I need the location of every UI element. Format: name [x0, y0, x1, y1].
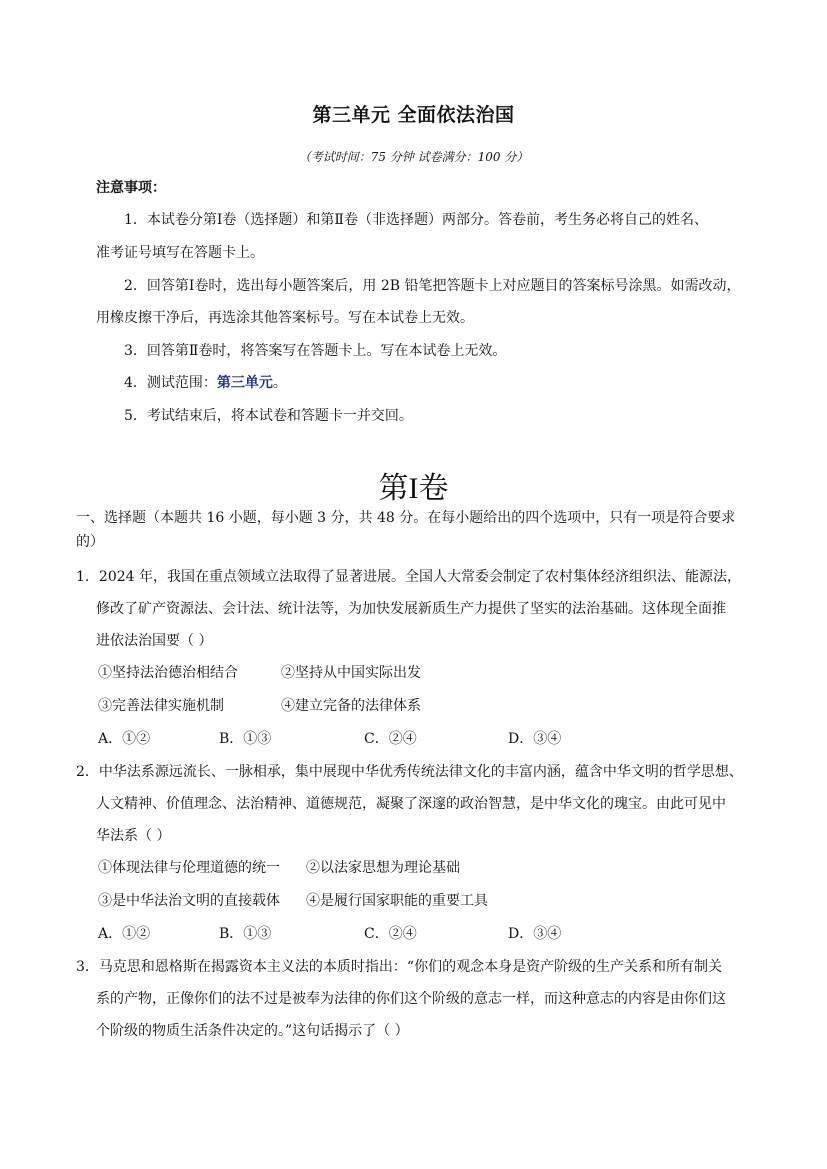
- q1-statement-3: ③完善法律实施机制: [98, 698, 224, 714]
- q2-stem-c: 华法系（ ）: [96, 828, 171, 844]
- notice-item-4-suffix: 。: [272, 375, 287, 391]
- test-scope: 第三单元: [216, 375, 273, 391]
- notice-heading: 注意事项：: [96, 180, 166, 196]
- q1-option-b: B．①③: [219, 731, 272, 747]
- notice-item-4: [124, 373, 287, 393]
- page-title: 第三单元 全面依法治国: [312, 104, 515, 126]
- section-heading-a: 一、选择题（本题共 16 小题，每小题 3 分，共 48 分。在每小题给出的四个选项中，只有一项是符合要求: [76, 510, 736, 526]
- q1-statement-2: ②坚持从中国实际出发: [281, 665, 421, 681]
- q2-statement-2: ②以法家思想为理论基础: [306, 860, 460, 876]
- q1-statement-4: ④建立完备的法律体系: [281, 698, 421, 714]
- q3-stem-a: 3．马克思和恩格斯在揭露资本主义法的本质时指出：“你们的观念本身是资产阶级的生产关系和所有制关: [76, 959, 723, 975]
- exam-info: （考试时间：75 分钟 试卷满分：100 分）: [298, 150, 529, 164]
- q1-stem-b: 修改了矿产资源法、会计法、统计法等，为加快发展新质生产力提供了坚实的法治基础。这体现全面推: [96, 601, 726, 617]
- notice-item-1b: 准考证号填写在答题卡上。: [96, 245, 264, 261]
- q2-statement-3: ③是中华法治文明的直接载体: [98, 893, 280, 909]
- q1-stem-c: 进依法治国要（ ）: [96, 633, 213, 649]
- q1-statement-1: ①坚持法治德治相结合: [98, 665, 238, 681]
- notice-item-3: 3．回答第Ⅱ卷时，将答案写在答题卡上。写在本试卷上无效。: [124, 343, 507, 359]
- q1-option-d: D．③④: [508, 731, 562, 747]
- notice-item-1a: 1．本试卷分第Ⅰ卷（选择题）和第Ⅱ卷（非选择题）两部分。答卷前，考生务必将自己的姓名、: [124, 212, 708, 228]
- section-heading-b: 的）: [76, 534, 104, 550]
- q2-stem-b: 人文精神、价值理念、法治精神、道德规范，凝聚了深邃的政治智慧，是中华文化的瑰宝。由此可见中: [96, 796, 726, 812]
- q3-stem-c: 个阶级的物质生活条件决定的。”这句话揭示了（ ）: [96, 1023, 409, 1039]
- q2-stem-a: 2．中华法系源远流长、一脉相承，集中展现中华优秀传统法律文化的丰富内涵，蕴含中华文明的哲学思想、: [76, 764, 743, 780]
- q2-statement-4: ④是履行国家职能的重要工具: [306, 893, 488, 909]
- q1-option-c: C．②④: [364, 731, 417, 747]
- notice-item-2a: 2．回答第Ⅰ卷时，选出每小题答案后，用 2B 铅笔把答题卡上对应题目的答案标号涂黑。如需改动，: [124, 278, 741, 294]
- volume-heading: 第I卷: [378, 472, 449, 505]
- q2-option-d: D．③④: [508, 926, 562, 942]
- notice-item-4-prefix: 4．测试范围：: [124, 375, 217, 391]
- notice-item-5: 5．考试结束后，将本试卷和答题卡一并交回。: [124, 408, 413, 424]
- q3-stem-b: 系的产物，正像你们的法不过是被奉为法律的你们这个阶级的意志一样，而这种意志的内容是由你们这: [96, 991, 726, 1007]
- q1-option-a: A．①②: [98, 731, 151, 747]
- q2-option-c: C．②④: [364, 926, 417, 942]
- notice-item-2b: 用橡皮擦干净后，再选涂其他答案标号。写在本试卷上无效。: [96, 310, 474, 326]
- q2-statement-1: ①体现法律与伦理道德的统一: [98, 860, 280, 876]
- q2-option-a: A．①②: [98, 926, 151, 942]
- q1-stem-a: 1．2024 年，我国在重点领域立法取得了显著进展。全国人大常委会制定了农村集体经济组织法、能源法，: [76, 569, 741, 585]
- q2-option-b: B．①③: [219, 926, 272, 942]
